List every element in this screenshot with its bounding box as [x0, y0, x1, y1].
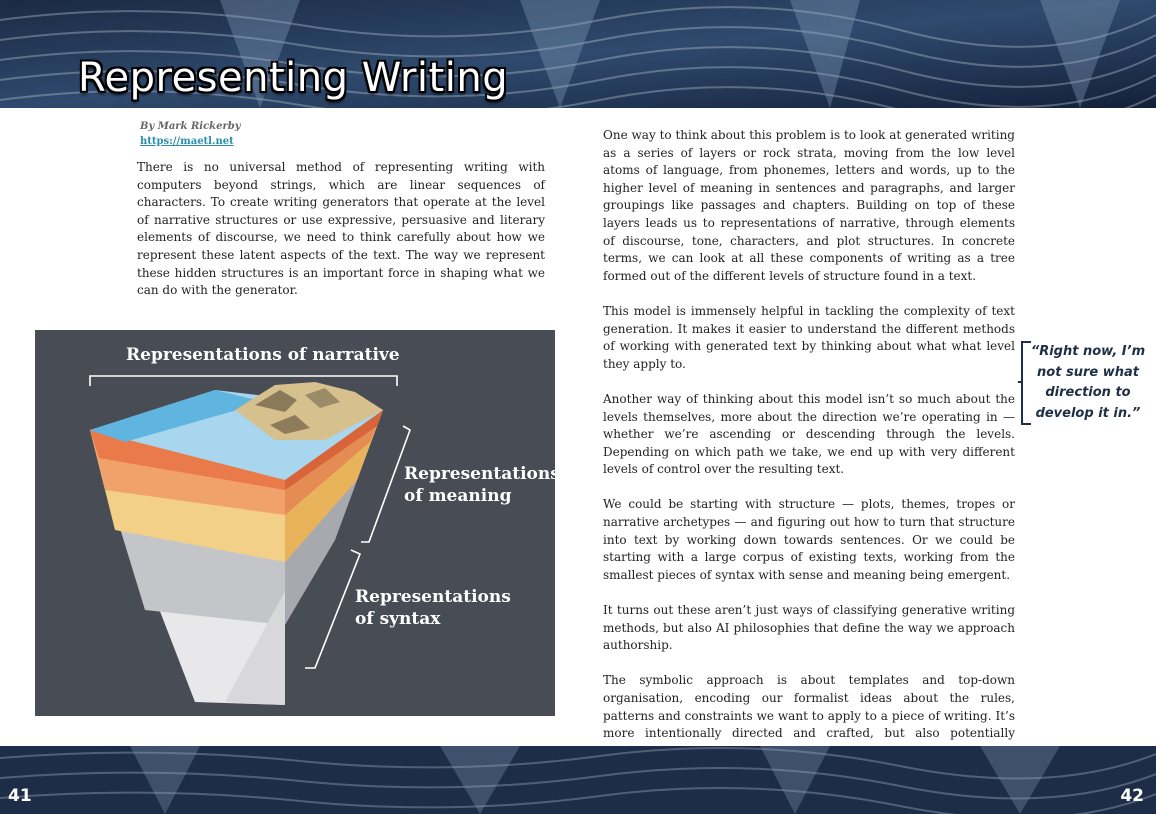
author-link[interactable]: https://maetl.net [140, 136, 234, 147]
body-paragraph: One way to think about this problem is to look at generated writing as a series of layers or rock strata, moving from the low level atoms of language, from phonemes, letters and words, up to the higher level of meaning in sentences and paragraphs, and larger groupings like passages and chapters. Building on top of these layers leads us to representations of narrative, through elements of discourse, tone, characters, and plot structures. In concrete terms, we can look at all these components of writing as a tree formed out of the different levels of structure found in a text. [603, 128, 1015, 283]
label-narrative: Representations of narrative [126, 345, 400, 365]
label-syntax-line2: of syntax [355, 609, 441, 629]
body-paragraph: Another way of thinking about this model isn’t so much about the levels themselves, more about the direction we’re operating in — whether we’re ascending or descending through the levels. Depending on which path we take, we end up with very different levels of control over the resulting text. [603, 391, 1015, 477]
label-meaning [404, 463, 560, 507]
label-meaning-line1: Representations [404, 464, 560, 484]
page-title: Representing Writing [78, 55, 509, 101]
body-paragraph: This model is immensely helpful in tackling the complexity of text generation. It makes it easier to understand the different methods of working with generated text by thinking about what what level they apply to. [603, 303, 1015, 371]
strata-illustration [35, 330, 555, 716]
page-number-right: 42 [1120, 786, 1144, 806]
intro-paragraph: There is no universal method of representing writing with computers beyond strings, which are linear sequences of characters. To create writing generators that operate at the level of narrative structures or use expressive, persuasive and literary elements of discourse, we need to think carefully about how we represent these latent aspects of the text. The way we represent these hidden structures is an important force in shaping what we can do with the generator. [137, 160, 545, 298]
byline [140, 119, 241, 149]
page-number-left: 41 [8, 786, 32, 806]
label-syntax-line1: Representations [355, 587, 511, 607]
label-syntax [355, 586, 511, 630]
body-paragraph: It turns out these aren’t just ways of classifying generative writing methods, but also AI philosophies that define the way we approach authorship. [603, 603, 1015, 653]
body-paragraph: We could be starting with structure — plots, themes, tropes or narrative archetypes — and figuring out how to turn that structure into text by working down towards sentences. Or we could be starting with a large corpus of existing texts, working from the smallest pieces of syntax with sense and meaning being emergent. [603, 497, 1015, 582]
body-column [603, 127, 1015, 778]
footer-banner [0, 746, 1156, 814]
body-paragraph: The symbolic approach is about templates and top-down organisation, encoding our formalist ideas about the rules, patterns and constraints we want to apply to a piece of writing. It’s more intentionally directed and crafted, but also potentially [603, 673, 1015, 741]
author-name: By Mark Rickerby [140, 121, 241, 132]
pull-quote: “Right now, I’m not sure what direction to develop it in.” [1030, 344, 1146, 421]
label-meaning-line2: of meaning [404, 486, 512, 506]
strata-figure [35, 330, 560, 716]
